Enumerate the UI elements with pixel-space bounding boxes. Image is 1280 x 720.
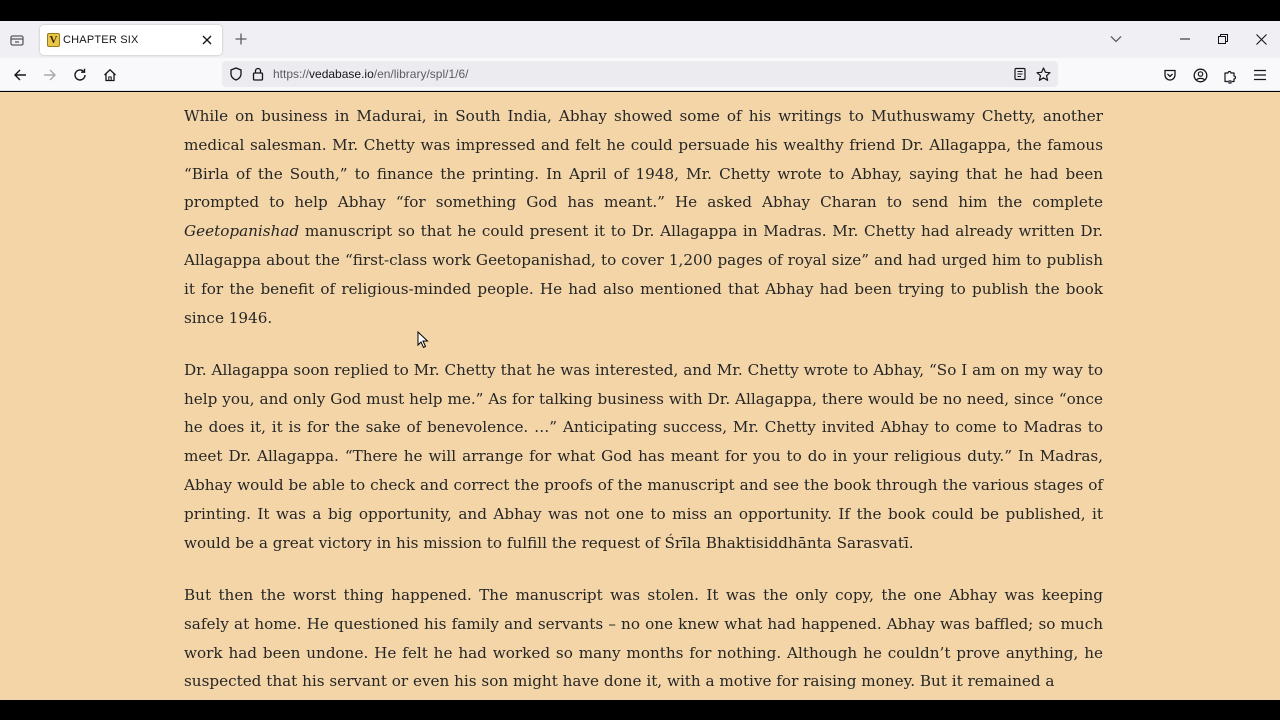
tab-list-icon — [9, 32, 25, 48]
close-icon — [202, 35, 212, 45]
restore-icon — [1218, 34, 1228, 44]
tab-strip — [0, 21, 1280, 58]
paragraph-1-text-a: While on business in Madurai, in South India, Abhay showed some of his writings to Muthuswamy Chetty, another medical salesman. Mr. Chetty was impressed and felt he could persuade his wealthy friend Dr. Allagappa, the famous “Birla of the South,” to finance the printing. In April of 1948, Mr. Chetty wrote to Abhay, saying that he had been prompted to help Abhay “for something God has meant.” He asked Abhay Charan to send him the complete — [184, 107, 1103, 212]
navigation-toolbar — [0, 58, 1280, 91]
reload-icon — [73, 68, 87, 82]
url-host: vedabase.io — [309, 67, 374, 81]
bookmark-page-button[interactable] — [1035, 66, 1051, 82]
account-icon — [1193, 68, 1208, 83]
address-bar[interactable] — [222, 61, 1058, 87]
forward-button[interactable] — [38, 63, 62, 87]
reader-view-icon — [1013, 67, 1027, 81]
page-content — [0, 92, 1280, 700]
screen-top-bar — [0, 0, 1280, 21]
home-button[interactable] — [98, 63, 122, 87]
back-button[interactable] — [8, 63, 32, 87]
star-icon — [1036, 67, 1051, 82]
url-path: /en/library/spl/1/6/ — [373, 67, 469, 81]
open-menu-button[interactable] — [1248, 63, 1272, 87]
mouse-pointer-icon — [417, 331, 429, 349]
shield-icon — [229, 67, 243, 81]
extension-notification-dot — [1228, 80, 1232, 84]
screen-bottom-bar — [0, 700, 1280, 720]
close-window-button[interactable] — [1248, 27, 1274, 51]
reader-view-button[interactable] — [1012, 66, 1028, 82]
minimize-icon — [1180, 34, 1190, 44]
chapter-article — [184, 102, 1103, 696]
paragraph-1 — [184, 102, 1103, 332]
list-all-tabs-button[interactable] — [6, 29, 28, 51]
hamburger-menu-icon — [1253, 69, 1267, 81]
paragraph-2: Dr. Allagappa soon replied to Mr. Chetty that he was interested, and Mr. Chetty wrote to Abhay, “So I am on my way to help you, and only God must help me.” As for talking business with Dr. Allagappa, there would be no need, since “once he does it, it is for the sake of benevolence. …” Anticipating success, Mr. Chetty invited Abhay to come to Madras to meet Dr. Allagappa. “There he will arrange for what God has meant for you to do in your religious duty.” In Madras, Abhay would be able to check and correct the proofs of the manuscript and see the book through the various stages of printing. It was a big opportunity, and Abhay was not one to miss an opportunity. If the book could be published, it would be a great victory in his mission to fulfill the request of Śrīla Bhaktisiddhānta Sarasvatī. — [184, 360, 1103, 552]
arrow-right-icon — [43, 68, 57, 82]
save-to-pocket-button[interactable] — [1158, 63, 1182, 87]
home-icon — [103, 68, 117, 82]
account-button[interactable] — [1188, 63, 1212, 87]
paragraph-1-text-b: manuscript so that he could present it to Dr. Allagappa in Madras. Mr. Chetty had already written Dr. Allagappa about the “first-class work Geetopanishad, to cover 1,200 pages of royal size” and had urged him to publish it for the benefit of religious-minded people. He had also mentioned that Abhay had been trying to publish the book since 1946. — [184, 222, 1103, 327]
vedabase-favicon-icon: V — [47, 33, 60, 47]
tabs-dropdown-button[interactable] — [1106, 29, 1126, 49]
tracking-protection-button[interactable] — [228, 66, 244, 82]
chevron-down-icon — [1110, 35, 1122, 43]
site-security-button[interactable] — [250, 66, 266, 82]
lock-icon — [252, 67, 264, 81]
reload-button[interactable] — [68, 63, 92, 87]
url-text[interactable] — [273, 67, 468, 81]
plus-icon — [235, 33, 247, 45]
tab-chapter-six[interactable] — [40, 25, 222, 55]
paragraph-3: But then the worst thing happened. The manuscript was stolen. It was the only copy, the one Abhay was keeping safely at home. He questioned his family and servants – no one knew what had happened. Abhay was baffled; so much work had been undone. He felt he had worked so many months for nothing. Although he couldn’t prove anything, he suspected that his servant or even his son might have done it, with a motive for raising money. But it remained a — [184, 585, 1103, 691]
url-scheme: https:// — [273, 67, 310, 81]
new-tab-button[interactable] — [231, 29, 251, 49]
window-close-icon — [1256, 34, 1267, 45]
restore-window-button[interactable] — [1210, 27, 1236, 51]
book-title-emphasis: Geetopanishad — [184, 222, 300, 241]
arrow-left-icon — [13, 68, 27, 82]
close-tab-button[interactable] — [198, 31, 216, 49]
pocket-icon — [1163, 68, 1177, 82]
tab-title: CHAPTER SIX — [63, 34, 139, 46]
minimize-window-button[interactable] — [1172, 27, 1198, 51]
